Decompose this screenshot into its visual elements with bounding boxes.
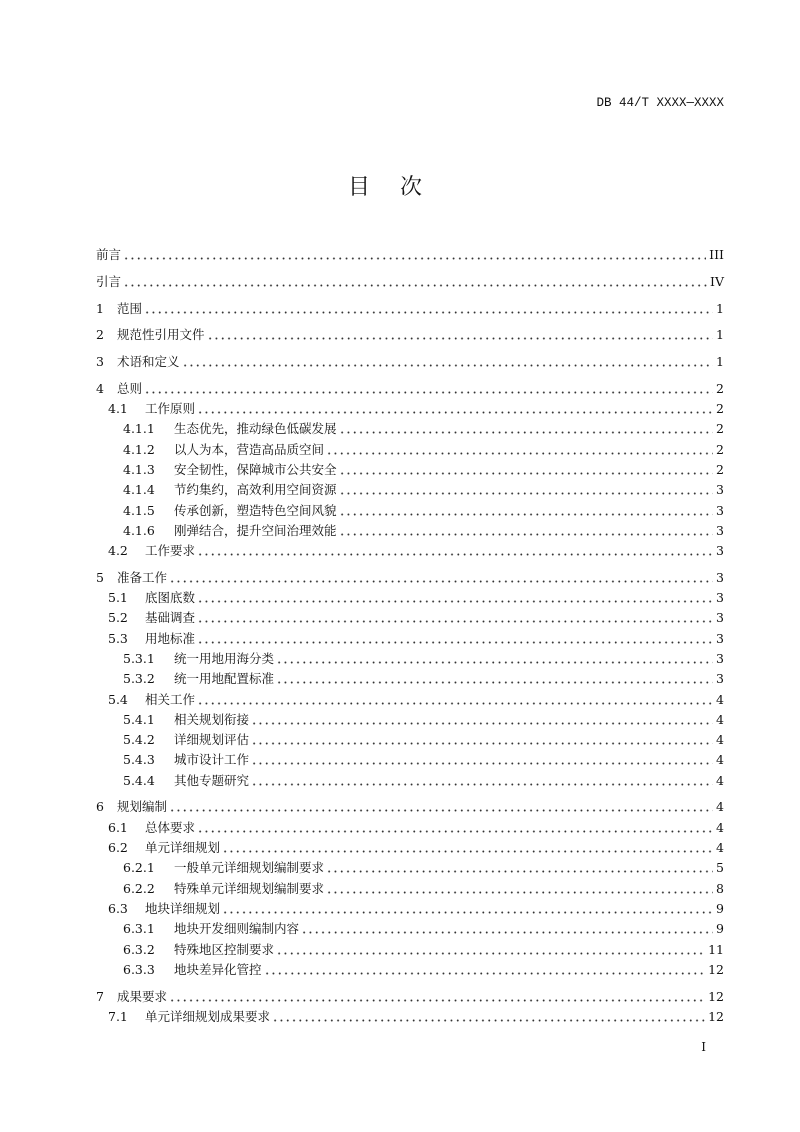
toc-entry-number: 4 [96, 380, 104, 396]
toc-entry-title: 地块详细规划 [145, 900, 221, 916]
dot-leader [339, 504, 714, 516]
toc-entry[interactable] [96, 437, 724, 457]
toc-entry-title: 地块开发细则编制内容 [174, 921, 300, 937]
toc-entry-title: 用地标准 [145, 630, 196, 646]
dot-leader [207, 328, 714, 340]
dot-leader [251, 733, 713, 745]
toc-entry-page: 12 [708, 988, 724, 1004]
toc-entry-title: 工作要求 [145, 543, 196, 559]
toc-entry-page: 12 [708, 961, 724, 977]
toc-entry-title: 传承创新，塑造特色空间风貌 [174, 502, 337, 518]
dot-leader [339, 422, 714, 434]
toc-entry-page: 11 [708, 941, 724, 957]
toc-entry-title: 单元详细规划成果要求 [145, 1008, 271, 1024]
toc-entry-number: 1 [96, 300, 104, 316]
toc-entry-number: 4.1.3 [123, 461, 155, 477]
page-title: 目次 [347, 175, 452, 200]
toc-entry[interactable] [96, 667, 724, 687]
toc-entry-number: 6.2.1 [123, 860, 155, 876]
toc-entry-title: 规划编制 [117, 799, 168, 815]
dot-leader [326, 443, 713, 455]
dot-leader [326, 882, 713, 894]
toc-entry-page: 2 [716, 380, 724, 396]
toc-entry-number: 6.1 [108, 819, 128, 835]
toc-entry-number: 5.4.3 [123, 752, 155, 768]
toc-entry[interactable] [96, 937, 724, 957]
toc-entry-page: 3 [716, 522, 724, 538]
dot-leader [301, 922, 713, 934]
toc-entry-number: 4.1.5 [123, 502, 155, 518]
toc-entry-number: 5.4.4 [123, 772, 155, 788]
toc-entry-page: 4 [716, 772, 724, 788]
toc-entry-page: 3 [716, 569, 724, 585]
toc-entry[interactable] [96, 856, 724, 876]
toc-entry-title: 城市设计工作 [174, 752, 250, 768]
toc-entry-title: 准备工作 [117, 569, 168, 585]
toc-entry[interactable] [96, 519, 724, 539]
toc-entry-page: IV [710, 273, 724, 289]
toc-entry-number: 6.3.1 [123, 921, 155, 937]
dot-leader [123, 275, 707, 287]
toc-entry-number: 5.1 [108, 590, 128, 606]
toc-entry-title: 统一用地用海分类 [174, 650, 275, 666]
toc-entry-number: 4.2 [108, 543, 128, 559]
toc-entry-title: 详细规划评估 [174, 732, 250, 748]
dot-leader [326, 861, 713, 873]
toc-entry[interactable] [96, 606, 724, 626]
toc-entry-page: 4 [716, 752, 724, 768]
toc-entry-page: 4 [716, 819, 724, 835]
dot-leader [197, 611, 713, 623]
toc-entry-page: 1 [716, 354, 724, 370]
toc-entry-title: 总则 [117, 380, 143, 396]
toc-entry[interactable] [96, 876, 724, 896]
toc-entry-page: 2 [716, 421, 724, 437]
document-code: DB 44/T XXXX—XXXX [596, 96, 724, 110]
toc-entry-page: 3 [716, 543, 724, 559]
toc-entry-title: 以人为本，营造高品质空间 [174, 441, 325, 457]
toc-entry[interactable] [96, 296, 724, 316]
dot-leader [251, 753, 713, 765]
toc-entry-title: 统一用地配置标准 [174, 671, 275, 687]
toc-entry[interactable] [96, 984, 724, 1004]
toc-entry-page: 12 [708, 1008, 724, 1024]
toc-entry-page: III [709, 247, 724, 263]
toc-entry-number: 6.2 [108, 840, 128, 856]
toc-entry-page: 3 [716, 610, 724, 626]
toc-entry-title: 底图底数 [145, 590, 196, 606]
toc-entry[interactable] [96, 417, 724, 437]
toc-entry[interactable] [96, 708, 724, 728]
toc-entry-page: 2 [716, 441, 724, 457]
toc-entry-number: 2 [96, 327, 104, 343]
table-of-contents [96, 243, 724, 1025]
dot-leader [144, 302, 713, 314]
toc-entry[interactable] [96, 478, 724, 498]
toc-entry[interactable] [96, 795, 724, 815]
toc-entry-number: 6 [96, 799, 104, 815]
dot-leader [169, 571, 713, 583]
toc-entry-number: 5.3.2 [123, 671, 155, 687]
toc-entry-title: 总体要求 [145, 819, 196, 835]
toc-entry-page: 4 [716, 799, 724, 815]
dot-leader [276, 672, 713, 684]
dot-leader [197, 821, 713, 833]
toc-entry-page: 2 [716, 461, 724, 477]
dot-leader [251, 713, 713, 725]
dot-leader [197, 402, 713, 414]
dot-leader [251, 774, 713, 786]
toc-entry[interactable] [96, 836, 724, 856]
toc-entry-number: 7 [96, 988, 104, 1004]
toc-entry-page: 1 [716, 300, 724, 316]
dot-leader [197, 632, 713, 644]
toc-entry-page: 4 [716, 840, 724, 856]
toc-entry[interactable] [96, 498, 724, 518]
toc-entry-page: 3 [716, 671, 724, 687]
toc-entry-page: 8 [716, 880, 724, 896]
toc-entry-title: 相关工作 [145, 691, 196, 707]
toc-entry-page: 9 [716, 921, 724, 937]
toc-entry-number: 4.1.2 [123, 441, 155, 457]
dot-leader [123, 248, 706, 260]
toc-entry-page: 3 [716, 502, 724, 518]
dot-leader [144, 382, 713, 394]
toc-entry-number: 6.3 [108, 900, 128, 916]
toc-entry[interactable] [96, 458, 724, 478]
toc-entry-number: 4.1.1 [123, 421, 155, 437]
dot-leader [169, 990, 705, 1002]
toc-entry-page: 3 [716, 482, 724, 498]
toc-entry-number: 3 [96, 354, 104, 370]
toc-entry[interactable] [96, 270, 724, 290]
toc-entry-number: 7.1 [108, 1008, 128, 1024]
toc-entry-number: 5.4.1 [123, 711, 155, 727]
toc-entry-page: 3 [716, 630, 724, 646]
toc-entry-page: 5 [716, 860, 724, 876]
toc-entry[interactable] [96, 566, 724, 586]
toc-entry-title: 工作原则 [145, 401, 196, 417]
toc-entry-title: 地块差异化管控 [174, 961, 262, 977]
dot-leader [276, 652, 713, 664]
dot-leader [264, 963, 706, 975]
dot-leader [197, 544, 713, 556]
toc-entry-title: 引言 [96, 273, 122, 289]
toc-entry[interactable] [96, 897, 724, 917]
dot-leader [222, 841, 713, 853]
toc-entry-page: 9 [716, 900, 724, 916]
toc-entry[interactable] [96, 397, 724, 417]
toc-entry-number: 5.4.2 [123, 732, 155, 748]
toc-entry[interactable] [96, 586, 724, 606]
toc-entry[interactable] [96, 768, 724, 788]
dot-leader [339, 524, 714, 536]
toc-entry[interactable] [96, 1005, 724, 1025]
toc-entry[interactable] [96, 323, 724, 343]
toc-entry-title: 术语和定义 [117, 354, 180, 370]
dot-leader [339, 483, 714, 495]
toc-entry-page: 3 [716, 590, 724, 606]
toc-entry-title: 范围 [117, 300, 143, 316]
toc-entry-page: 1 [716, 327, 724, 343]
toc-entry-number: 6.2.2 [123, 880, 155, 896]
toc-entry-number: 6.3.3 [123, 961, 155, 977]
toc-entry[interactable] [96, 748, 724, 768]
toc-entry-page: 4 [716, 691, 724, 707]
toc-entry-number: 4.1.4 [123, 482, 155, 498]
toc-entry-number: 5.3 [108, 630, 128, 646]
toc-entry-number: 5.4 [108, 691, 128, 707]
toc-entry-page: 4 [716, 711, 724, 727]
toc-entry[interactable] [96, 728, 724, 748]
toc-entry-title: 单元详细规划 [145, 840, 221, 856]
toc-entry-title: 一般单元详细规划编制要求 [174, 860, 325, 876]
toc-entry[interactable] [96, 958, 724, 978]
dot-leader [169, 800, 713, 812]
dot-leader [339, 463, 714, 475]
toc-entry[interactable] [96, 647, 724, 667]
toc-entry-page: 3 [716, 650, 724, 666]
toc-entry[interactable] [96, 626, 724, 646]
toc-entry-title: 刚弹结合，提升空间治理效能 [174, 522, 337, 538]
toc-entry-title: 前言 [96, 247, 122, 263]
toc-entry-title: 特殊单元详细规划编制要求 [174, 880, 325, 896]
toc-entry-title: 基础调查 [145, 610, 196, 626]
toc-entry[interactable] [96, 376, 724, 396]
page-number: I [701, 1040, 706, 1054]
toc-entry-number: 4.1 [108, 401, 128, 417]
toc-entry[interactable] [96, 350, 724, 370]
toc-entry-page: 2 [716, 401, 724, 417]
toc-entry-number: 5.3.1 [123, 650, 155, 666]
toc-entry-title: 相关规划衔接 [174, 711, 250, 727]
toc-entry-number: 4.1.6 [123, 522, 155, 538]
toc-entry-title: 生态优先，推动绿色低碳发展 [174, 421, 337, 437]
toc-entry[interactable] [96, 917, 724, 937]
toc-entry[interactable] [96, 687, 724, 707]
toc-entry-title: 特殊地区控制要求 [174, 941, 275, 957]
toc-entry-title: 规范性引用文件 [117, 327, 205, 343]
dot-leader [197, 693, 713, 705]
toc-entry-title: 其他专题研究 [174, 772, 250, 788]
toc-entry-title: 安全韧性，保障城市公共安全 [174, 461, 337, 477]
toc-entry-title: 节约集约，高效利用空间资源 [174, 482, 337, 498]
toc-entry-number: 5 [96, 569, 104, 585]
dot-leader [272, 1010, 705, 1022]
toc-entry-number: 6.3.2 [123, 941, 155, 957]
toc-entry-title: 成果要求 [117, 988, 168, 1004]
toc-entry-number: 5.2 [108, 610, 128, 626]
toc-entry[interactable] [96, 539, 724, 559]
toc-entry-page: 4 [716, 732, 724, 748]
dot-leader [222, 902, 713, 914]
dot-leader [197, 591, 713, 603]
dot-leader [182, 355, 714, 367]
toc-entry[interactable] [96, 243, 724, 263]
toc-entry[interactable] [96, 815, 724, 835]
dot-leader [276, 943, 705, 955]
